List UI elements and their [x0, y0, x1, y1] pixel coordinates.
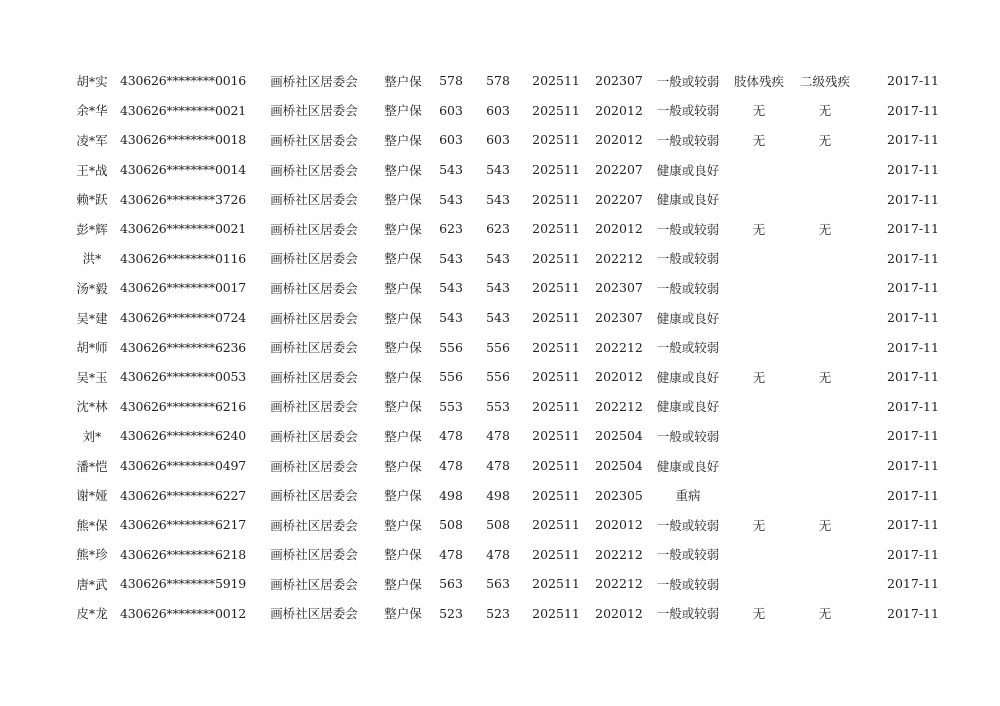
table-row — [68, 96, 948, 126]
name-cell: 赖*跃 — [76, 192, 108, 208]
review-month-cell: 202012 — [595, 369, 643, 385]
records-body — [68, 66, 948, 628]
amount-cell: 556 — [439, 369, 463, 385]
id-number-cell: 430626********6236 — [120, 339, 246, 355]
disability-cell — [728, 332, 790, 362]
disability-grade-cell: 无 — [818, 221, 832, 237]
health-status-cell: 健康或良好 — [656, 458, 720, 474]
disability-grade-cell: 无 — [818, 369, 832, 385]
spacer-cell — [860, 214, 878, 244]
organization-cell: 画桥社区居委会 — [270, 73, 358, 89]
table-row — [68, 184, 948, 214]
organization-cell: 画桥社区居委会 — [270, 488, 358, 504]
organization-cell: 画桥社区居委会 — [270, 132, 358, 148]
organization-cell: 画桥社区居委会 — [270, 340, 358, 356]
approval-date-cell: 2017-11 — [887, 605, 939, 621]
id-number-cell: 430626********0016 — [120, 73, 246, 89]
id-number-cell: 430626********6227 — [120, 487, 246, 503]
disability-grade-cell: 无 — [818, 517, 832, 533]
aid-type-cell: 整户保 — [384, 340, 422, 356]
table-row — [68, 362, 948, 392]
disability-cell — [728, 244, 790, 274]
id-number-cell: 430626********6216 — [120, 398, 246, 414]
table-row — [68, 510, 948, 540]
review-month-cell: 202212 — [595, 339, 643, 355]
spacer-cell — [860, 510, 878, 540]
spacer-cell — [860, 569, 878, 599]
disability-grade-cell — [790, 421, 860, 451]
table-row — [68, 569, 948, 599]
health-status-cell: 一般或较弱 — [656, 221, 720, 237]
review-month-cell: 202212 — [595, 250, 643, 266]
id-number-cell: 430626********6218 — [120, 546, 246, 562]
table-row — [68, 540, 948, 570]
amount-cell: 478 — [486, 428, 510, 444]
spacer-cell — [860, 96, 878, 126]
aid-type-cell: 整户保 — [384, 192, 422, 208]
amount-cell: 553 — [486, 398, 510, 414]
amount-cell: 563 — [486, 576, 510, 592]
organization-cell: 画桥社区居委会 — [270, 103, 358, 119]
amount-cell: 498 — [439, 487, 463, 503]
health-status-cell: 一般或较弱 — [656, 73, 720, 89]
review-month-cell: 202012 — [595, 221, 643, 237]
table-row — [68, 303, 948, 333]
organization-cell: 画桥社区居委会 — [270, 606, 358, 622]
disability-grade-cell — [790, 451, 860, 481]
health-status-cell: 健康或良好 — [656, 399, 720, 415]
aid-type-cell: 整户保 — [384, 280, 422, 296]
health-status-cell: 一般或较弱 — [656, 103, 720, 119]
table-row — [68, 244, 948, 274]
disability-grade-cell: 无 — [818, 132, 832, 148]
spacer-cell — [860, 451, 878, 481]
start-month-cell: 202511 — [532, 546, 580, 562]
amount-cell: 543 — [439, 280, 463, 296]
table-row — [68, 214, 948, 244]
amount-cell: 478 — [439, 546, 463, 562]
amount-cell: 543 — [486, 280, 510, 296]
review-month-cell: 202207 — [595, 191, 643, 207]
aid-type-cell: 整户保 — [384, 606, 422, 622]
start-month-cell: 202511 — [532, 605, 580, 621]
review-month-cell: 202504 — [595, 458, 643, 474]
start-month-cell: 202511 — [532, 487, 580, 503]
table-row — [68, 332, 948, 362]
name-cell: 吴*建 — [76, 310, 108, 326]
health-status-cell: 健康或良好 — [656, 369, 720, 385]
amount-cell: 478 — [486, 546, 510, 562]
aid-type-cell: 整户保 — [384, 399, 422, 415]
name-cell: 洪* — [82, 251, 102, 267]
review-month-cell: 202012 — [595, 517, 643, 533]
health-status-cell: 一般或较弱 — [656, 251, 720, 267]
approval-date-cell: 2017-11 — [887, 576, 939, 592]
aid-type-cell: 整户保 — [384, 547, 422, 563]
aid-type-cell: 整户保 — [384, 132, 422, 148]
name-cell: 刘* — [82, 428, 102, 444]
disability-cell — [728, 273, 790, 303]
disability-grade-cell — [790, 569, 860, 599]
aid-type-cell: 整户保 — [384, 103, 422, 119]
health-status-cell: 一般或较弱 — [656, 340, 720, 356]
start-month-cell: 202511 — [532, 102, 580, 118]
organization-cell: 画桥社区居委会 — [270, 399, 358, 415]
amount-cell: 543 — [486, 250, 510, 266]
spacer-cell — [860, 540, 878, 570]
spacer-cell — [860, 184, 878, 214]
table-row — [68, 421, 948, 451]
id-number-cell: 430626********5919 — [120, 576, 246, 592]
disability-cell: 无 — [752, 221, 766, 237]
health-status-cell: 健康或良好 — [656, 162, 720, 178]
table-row — [68, 451, 948, 481]
disability-cell — [728, 303, 790, 333]
name-cell: 胡*实 — [76, 73, 108, 89]
id-number-cell: 430626********0021 — [120, 221, 246, 237]
organization-cell: 画桥社区居委会 — [270, 428, 358, 444]
review-month-cell: 202207 — [595, 162, 643, 178]
aid-type-cell: 整户保 — [384, 576, 422, 592]
approval-date-cell: 2017-11 — [887, 102, 939, 118]
disability-cell — [728, 451, 790, 481]
amount-cell: 543 — [439, 162, 463, 178]
start-month-cell: 202511 — [532, 369, 580, 385]
health-status-cell: 健康或良好 — [656, 192, 720, 208]
id-number-cell: 430626********6217 — [120, 517, 246, 533]
id-number-cell: 430626********0497 — [120, 458, 246, 474]
spacer-cell — [860, 599, 878, 629]
disability-grade-cell — [790, 273, 860, 303]
aid-type-cell: 整户保 — [384, 488, 422, 504]
disability-grade-cell — [790, 155, 860, 185]
id-number-cell: 430626********0017 — [120, 280, 246, 296]
disability-cell — [728, 540, 790, 570]
amount-cell: 478 — [486, 458, 510, 474]
disability-cell: 肢体残疾 — [733, 73, 784, 89]
spacer-cell — [860, 303, 878, 333]
disability-grade-cell — [790, 480, 860, 510]
spacer-cell — [860, 362, 878, 392]
disability-cell — [728, 421, 790, 451]
start-month-cell: 202511 — [532, 191, 580, 207]
disability-grade-cell — [790, 184, 860, 214]
amount-cell: 556 — [439, 339, 463, 355]
name-cell: 谢*娅 — [76, 488, 108, 504]
start-month-cell: 202511 — [532, 517, 580, 533]
id-number-cell: 430626********0724 — [120, 310, 246, 326]
disability-grade-cell — [790, 392, 860, 422]
start-month-cell: 202511 — [532, 221, 580, 237]
disability-cell — [728, 392, 790, 422]
organization-cell: 画桥社区居委会 — [270, 221, 358, 237]
start-month-cell: 202511 — [532, 339, 580, 355]
organization-cell: 画桥社区居委会 — [270, 192, 358, 208]
records-table — [68, 66, 948, 628]
amount-cell: 556 — [486, 339, 510, 355]
spacer-cell — [860, 66, 878, 96]
review-month-cell: 202012 — [595, 102, 643, 118]
name-cell: 沈*林 — [76, 399, 108, 415]
amount-cell: 603 — [439, 102, 463, 118]
table-row — [68, 125, 948, 155]
amount-cell: 603 — [486, 132, 510, 148]
table-row — [68, 599, 948, 629]
start-month-cell: 202511 — [532, 73, 580, 89]
amount-cell: 563 — [439, 576, 463, 592]
spacer-cell — [860, 125, 878, 155]
id-number-cell: 430626********0012 — [120, 605, 246, 621]
health-status-cell: 一般或较弱 — [656, 428, 720, 444]
health-status-cell: 一般或较弱 — [656, 280, 720, 296]
table-row — [68, 66, 948, 96]
disability-grade-cell — [790, 244, 860, 274]
organization-cell: 画桥社区居委会 — [270, 547, 358, 563]
disability-cell: 无 — [752, 606, 766, 622]
disability-cell: 无 — [752, 103, 766, 119]
disability-grade-cell — [790, 303, 860, 333]
amount-cell: 578 — [486, 73, 510, 89]
amount-cell: 553 — [439, 398, 463, 414]
amount-cell: 523 — [439, 605, 463, 621]
health-status-cell: 一般或较弱 — [656, 606, 720, 622]
amount-cell: 508 — [439, 517, 463, 533]
start-month-cell: 202511 — [532, 398, 580, 414]
amount-cell: 478 — [439, 458, 463, 474]
review-month-cell: 202012 — [595, 132, 643, 148]
disability-cell — [728, 155, 790, 185]
approval-date-cell: 2017-11 — [887, 369, 939, 385]
organization-cell: 画桥社区居委会 — [270, 517, 358, 533]
health-status-cell: 健康或良好 — [656, 310, 720, 326]
spacer-cell — [860, 244, 878, 274]
disability-grade-cell: 二级残疾 — [799, 73, 850, 89]
approval-date-cell: 2017-11 — [887, 517, 939, 533]
health-status-cell: 一般或较弱 — [656, 547, 720, 563]
name-cell: 凌*军 — [76, 132, 108, 148]
approval-date-cell: 2017-11 — [887, 310, 939, 326]
review-month-cell: 202307 — [595, 310, 643, 326]
spacer-cell — [860, 273, 878, 303]
approval-date-cell: 2017-11 — [887, 250, 939, 266]
name-cell: 皮*龙 — [76, 606, 108, 622]
start-month-cell: 202511 — [532, 280, 580, 296]
disability-grade-cell: 无 — [818, 103, 832, 119]
approval-date-cell: 2017-11 — [887, 487, 939, 503]
id-number-cell: 430626********0116 — [120, 250, 246, 266]
start-month-cell: 202511 — [532, 576, 580, 592]
aid-type-cell: 整户保 — [384, 517, 422, 533]
aid-type-cell: 整户保 — [384, 162, 422, 178]
table-row — [68, 273, 948, 303]
aid-type-cell: 整户保 — [384, 221, 422, 237]
amount-cell: 478 — [439, 428, 463, 444]
disability-cell — [728, 480, 790, 510]
id-number-cell: 430626********3726 — [120, 191, 246, 207]
disability-cell: 无 — [752, 517, 766, 533]
amount-cell: 543 — [439, 250, 463, 266]
amount-cell: 543 — [439, 191, 463, 207]
organization-cell: 画桥社区居委会 — [270, 251, 358, 267]
organization-cell: 画桥社区居委会 — [270, 310, 358, 326]
disability-grade-cell: 无 — [818, 606, 832, 622]
spacer-cell — [860, 332, 878, 362]
id-number-cell: 430626********6240 — [120, 428, 246, 444]
amount-cell: 523 — [486, 605, 510, 621]
amount-cell: 498 — [486, 487, 510, 503]
name-cell: 余*华 — [76, 103, 108, 119]
start-month-cell: 202511 — [532, 162, 580, 178]
spacer-cell — [860, 421, 878, 451]
organization-cell: 画桥社区居委会 — [270, 162, 358, 178]
name-cell: 彭*辉 — [76, 221, 108, 237]
name-cell: 王*战 — [76, 162, 108, 178]
amount-cell: 603 — [439, 132, 463, 148]
aid-type-cell: 整户保 — [384, 369, 422, 385]
amount-cell: 543 — [439, 310, 463, 326]
name-cell: 熊*珍 — [76, 547, 108, 563]
organization-cell: 画桥社区居委会 — [270, 576, 358, 592]
review-month-cell: 202307 — [595, 280, 643, 296]
aid-type-cell: 整户保 — [384, 310, 422, 326]
health-status-cell: 一般或较弱 — [656, 576, 720, 592]
approval-date-cell: 2017-11 — [887, 428, 939, 444]
id-number-cell: 430626********0014 — [120, 162, 246, 178]
name-cell: 唐*武 — [76, 576, 108, 592]
name-cell: 熊*保 — [76, 517, 108, 533]
disability-cell — [728, 569, 790, 599]
approval-date-cell: 2017-11 — [887, 73, 939, 89]
aid-type-cell: 整户保 — [384, 251, 422, 267]
review-month-cell: 202212 — [595, 398, 643, 414]
start-month-cell: 202511 — [532, 310, 580, 326]
aid-type-cell: 整户保 — [384, 73, 422, 89]
id-number-cell: 430626********0053 — [120, 369, 246, 385]
spacer-cell — [860, 392, 878, 422]
start-month-cell: 202511 — [532, 458, 580, 474]
approval-date-cell: 2017-11 — [887, 339, 939, 355]
amount-cell: 603 — [486, 102, 510, 118]
name-cell: 汤*毅 — [76, 280, 108, 296]
organization-cell: 画桥社区居委会 — [270, 280, 358, 296]
approval-date-cell: 2017-11 — [887, 458, 939, 474]
table-row — [68, 480, 948, 510]
amount-cell: 543 — [486, 162, 510, 178]
disability-cell: 无 — [752, 132, 766, 148]
disability-cell — [728, 184, 790, 214]
disability-cell: 无 — [752, 369, 766, 385]
review-month-cell: 202307 — [595, 73, 643, 89]
disability-grade-cell — [790, 540, 860, 570]
review-month-cell: 202305 — [595, 487, 643, 503]
name-cell: 潘*恺 — [76, 458, 108, 474]
organization-cell: 画桥社区居委会 — [270, 369, 358, 385]
name-cell: 吴*玉 — [76, 369, 108, 385]
spacer-cell — [860, 480, 878, 510]
aid-type-cell: 整户保 — [384, 458, 422, 474]
organization-cell: 画桥社区居委会 — [270, 458, 358, 474]
amount-cell: 623 — [439, 221, 463, 237]
review-month-cell: 202212 — [595, 546, 643, 562]
start-month-cell: 202511 — [532, 132, 580, 148]
amount-cell: 578 — [439, 73, 463, 89]
amount-cell: 543 — [486, 191, 510, 207]
spacer-cell — [860, 155, 878, 185]
amount-cell: 623 — [486, 221, 510, 237]
review-month-cell: 202504 — [595, 428, 643, 444]
approval-date-cell: 2017-11 — [887, 132, 939, 148]
amount-cell: 508 — [486, 517, 510, 533]
approval-date-cell: 2017-11 — [887, 398, 939, 414]
name-cell: 胡*师 — [76, 340, 108, 356]
id-number-cell: 430626********0018 — [120, 132, 246, 148]
id-number-cell: 430626********0021 — [120, 102, 246, 118]
health-status-cell: 一般或较弱 — [656, 517, 720, 533]
start-month-cell: 202511 — [532, 428, 580, 444]
review-month-cell: 202212 — [595, 576, 643, 592]
start-month-cell: 202511 — [532, 250, 580, 266]
amount-cell: 556 — [486, 369, 510, 385]
table-row — [68, 392, 948, 422]
disability-grade-cell — [790, 332, 860, 362]
amount-cell: 543 — [486, 310, 510, 326]
approval-date-cell: 2017-11 — [887, 221, 939, 237]
health-status-cell: 重病 — [675, 488, 701, 504]
approval-date-cell: 2017-11 — [887, 280, 939, 296]
health-status-cell: 一般或较弱 — [656, 132, 720, 148]
aid-type-cell: 整户保 — [384, 428, 422, 444]
approval-date-cell: 2017-11 — [887, 546, 939, 562]
approval-date-cell: 2017-11 — [887, 191, 939, 207]
approval-date-cell: 2017-11 — [887, 162, 939, 178]
table-row — [68, 155, 948, 185]
review-month-cell: 202012 — [595, 605, 643, 621]
